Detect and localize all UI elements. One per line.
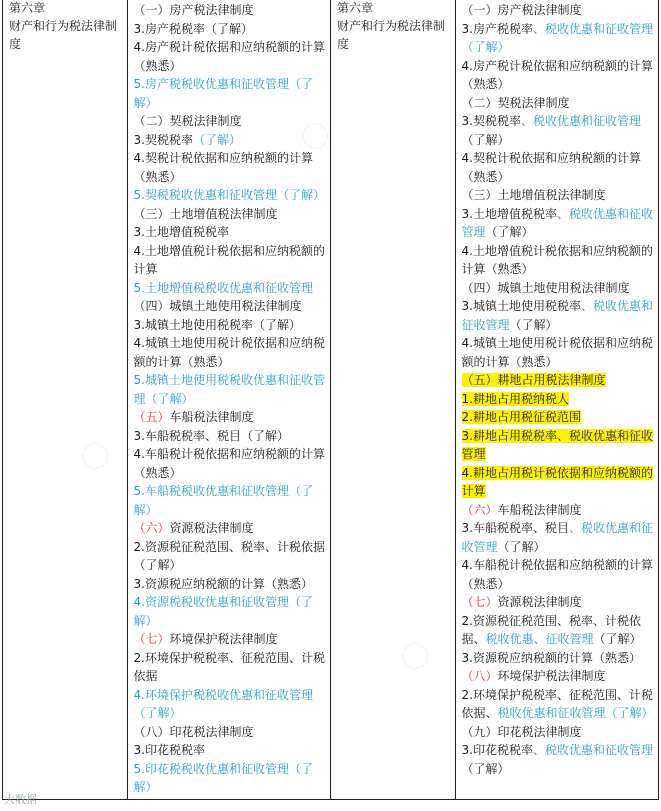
- item-text: （了解）: [509, 317, 558, 332]
- right-list-item: [462, 556, 655, 593]
- item-text: （二）契税法律制度: [461, 95, 570, 110]
- item-text: 、税收优惠和征收管理: [461, 206, 653, 239]
- item-text: 4.房产税计税依据和应纳税额的计算（熟悉）: [461, 58, 653, 91]
- item-text: 4.车船税计税依据和应纳税额的计算（熟悉）: [461, 558, 653, 591]
- item-text: （六）: [133, 521, 170, 535]
- left-list-item: [134, 75, 326, 112]
- item-text: 4.土地增值税计税依据和应纳税额的计算（熟悉）: [461, 243, 653, 276]
- right-list-item: [462, 242, 655, 279]
- left-list-item: [134, 371, 326, 408]
- item-text: 4.契税计税依据和应纳税额的计算（熟悉）: [461, 151, 641, 184]
- item-text: 4.环境保护税税收优惠和征收管理（了解）: [133, 687, 313, 720]
- item-text: 3.印花税税率: [133, 743, 205, 757]
- left-list-item: [134, 519, 326, 538]
- item-text: （七）: [461, 595, 498, 609]
- left-list-item: [134, 630, 326, 649]
- left-chapter-cell: [3, 0, 128, 799]
- left-list-item: [134, 334, 326, 371]
- right-list-item: [462, 667, 655, 686]
- item-text: （了解）: [593, 632, 642, 646]
- item-text: （二）契税法律制度: [133, 114, 242, 128]
- right-list-item: [462, 20, 655, 57]
- item-text: 3.城镇土地使用税税率（了解）: [133, 317, 301, 332]
- item-text: （七）: [133, 632, 170, 646]
- left-list-item: [134, 297, 326, 316]
- left-list-item: [134, 575, 326, 594]
- item-text: 、税收优惠和征收管理: [461, 521, 653, 554]
- item-text: 3.车船税税率、税目: [461, 521, 569, 535]
- item-text: 环境保护税法律制度: [169, 632, 278, 646]
- item-text: 3.车船税税率、税目（了解）: [133, 428, 289, 443]
- left-chapter-title: 第六章 财产和行为税法律制度: [9, 1, 118, 51]
- right-list-item: [462, 57, 655, 94]
- item-text: 环境保护税法律制度: [497, 669, 606, 683]
- left-list-item: [134, 242, 326, 279]
- item-text: 2.耕地占用税征税范围: [461, 410, 581, 424]
- item-text: （三）土地增值税法律制度: [461, 188, 606, 202]
- item-text: 4.耕地占用税计税依据和应纳税额的计算: [461, 465, 653, 498]
- right-list-item: [462, 427, 655, 464]
- item-text: 3.契税税率: [461, 114, 521, 128]
- left-list-item: [134, 593, 326, 630]
- right-list-item: [462, 501, 655, 520]
- right-chapter-title: 第六章 财产和行为税法律制度: [336, 1, 445, 51]
- item-text: 4.城镇土地使用税计税依据和应纳税额的计算（熟悉）: [461, 336, 653, 369]
- item-text: 2.资源税征税范围、税率、计税依据（了解）: [133, 539, 325, 572]
- item-text: 2.资源税征税范围、税率、计税依据、: [461, 613, 641, 646]
- right-list-item: [462, 1, 655, 20]
- item-text: 4.车船税计税依据和应纳税额的计算（熟悉）: [133, 447, 325, 480]
- left-content-list: [128, 0, 330, 799]
- item-text: 、税收优惠和征收管理: [520, 114, 641, 128]
- item-text: 4.资源税税收优惠和征收管理（了解）: [133, 595, 313, 628]
- left-list-item: [134, 205, 326, 224]
- watermark: ◯: [74, 434, 116, 476]
- left-list-item: [134, 649, 326, 686]
- item-text: （六）: [461, 502, 498, 517]
- right-list-item: [462, 519, 655, 556]
- right-list-item: [462, 593, 655, 612]
- item-text: 4.土地增值税计税依据和应纳税额的计算: [133, 243, 325, 276]
- item-text: （一）房产税法律制度: [133, 3, 254, 17]
- item-text: （了解）: [497, 539, 546, 554]
- comparison-table: [2, 0, 659, 800]
- left-list-item: [134, 1, 326, 20]
- right-list-item: [462, 612, 655, 649]
- item-text: 3.城镇土地使用税税率: [461, 299, 581, 313]
- left-list-item: [134, 223, 326, 242]
- item-text: （一）房产税法律制度: [461, 3, 582, 17]
- right-list-item: [462, 649, 655, 668]
- item-text: （了解）: [192, 132, 241, 147]
- right-list-item: [462, 723, 655, 742]
- right-list-item: [462, 408, 655, 427]
- left-list-item: [134, 38, 326, 75]
- footer-watermark: 大数据: [4, 793, 37, 806]
- item-text: （八）: [461, 669, 498, 683]
- item-text: 税收优惠、征收管理: [485, 632, 594, 646]
- right-list-item: [462, 464, 655, 501]
- right-list-item: [462, 186, 655, 205]
- item-text: （三）土地增值税法律制度: [133, 206, 278, 221]
- item-text: 2.环境保护税税率、征税范围、计税依据: [133, 650, 325, 683]
- item-text: 3.资源税应纳税额的计算（熟悉）: [133, 576, 313, 591]
- right-list-item: [462, 112, 655, 149]
- item-text: （五）: [133, 410, 170, 424]
- watermark: ◯: [394, 634, 436, 676]
- left-list-item: [134, 538, 326, 575]
- item-text: 车船税法律制度: [169, 410, 254, 424]
- item-text: 5.车船税税收优惠和征收管理（了解）: [133, 484, 313, 517]
- item-text: 5.土地增值税税收优惠和征收管理: [133, 280, 313, 295]
- item-text: 、税收优惠和征收管理: [532, 743, 653, 757]
- item-text: （四）城镇土地使用税法律制度: [461, 280, 630, 295]
- right-list-item: [462, 371, 655, 390]
- left-list-item: [134, 149, 326, 186]
- item-text: （了解）: [485, 225, 534, 239]
- item-text: 5.房产税税收优惠和征收管理（了解）: [133, 77, 313, 110]
- right-list-item: [462, 149, 655, 186]
- right-list-item: [462, 334, 655, 371]
- item-text: （五）耕地占用税法律制度: [461, 373, 606, 387]
- item-text: 3.印花税税率: [461, 743, 533, 757]
- item-text: 1.耕地占用税纳税人: [461, 391, 569, 406]
- item-text: 3.房产税税率（了解）: [133, 21, 253, 36]
- right-chapter-cell: [330, 0, 455, 799]
- left-list-item: [134, 279, 326, 298]
- item-text: 4.房产税计税依据和应纳税额的计算（熟悉）: [133, 40, 325, 73]
- left-list-item: [134, 20, 326, 39]
- item-text: 5.契税税收优惠和征收管理（了解）: [133, 188, 325, 202]
- item-text: 3.资源税应纳税额的计算（熟悉）: [461, 650, 641, 665]
- item-text: 5.城镇土地使用税税收优惠和征收管理（了解）: [133, 373, 325, 406]
- left-list-item: [134, 741, 326, 760]
- left-list-item: [134, 760, 326, 797]
- item-text: 资源税法律制度: [169, 521, 254, 535]
- right-list-item: [462, 205, 655, 242]
- right-list-item: [462, 279, 655, 298]
- item-text: （四）城镇土地使用税法律制度: [133, 299, 302, 313]
- left-list-item: [134, 445, 326, 482]
- right-list-item: [462, 390, 655, 409]
- right-list-item: [462, 297, 655, 334]
- left-list-item: [134, 482, 326, 519]
- watermark: ◯: [294, 114, 336, 156]
- right-list-item: [462, 741, 655, 778]
- item-text: 3.契税税率: [133, 132, 193, 147]
- item-text: 资源税法律制度: [497, 595, 582, 609]
- left-content-cell: [127, 0, 330, 799]
- item-text: （九）印花税法律制度: [461, 724, 582, 739]
- item-text: 3.土地增值税税率: [133, 225, 229, 239]
- item-text: 3.耕地占用税税率、税收优惠和征收管理: [461, 428, 653, 461]
- item-text: （了解）: [461, 132, 510, 147]
- left-list-item: [134, 408, 326, 427]
- left-list-item: [134, 316, 326, 335]
- item-text: 车船税法律制度: [497, 502, 582, 517]
- right-content-cell: [455, 0, 659, 799]
- right-list-item: [462, 686, 655, 723]
- item-text: 5.印花税税收优惠和征收管理（了解）: [133, 761, 313, 794]
- item-text: 2.环境保护税税率、征税范围、计税依据、: [461, 687, 653, 720]
- item-text: （八）印花税法律制度: [133, 724, 254, 739]
- right-content-list: [456, 0, 659, 780]
- item-text: 、税收优惠和征收管理: [461, 299, 653, 332]
- item-text: 税收优惠和征收管理（了解）: [497, 706, 654, 720]
- item-text: （了解）: [461, 761, 510, 776]
- left-list-item: [134, 723, 326, 742]
- left-list-item: [134, 112, 326, 131]
- item-text: 3.房产税税率: [461, 21, 533, 36]
- left-list-item: [134, 186, 326, 205]
- left-list-item: [134, 131, 326, 150]
- item-text: 、税收优惠和征收管理（了解）: [461, 21, 653, 54]
- left-list-item: [134, 686, 326, 723]
- table-row: [3, 0, 659, 799]
- item-text: 3.土地增值税税率: [461, 206, 557, 221]
- item-text: 4.契税计税依据和应纳税额的计算（熟悉）: [133, 151, 313, 184]
- right-list-item: [462, 94, 655, 113]
- left-list-item: [134, 427, 326, 446]
- item-text: 4.城镇土地使用税计税依据和应纳税额的计算（熟悉）: [133, 336, 325, 369]
